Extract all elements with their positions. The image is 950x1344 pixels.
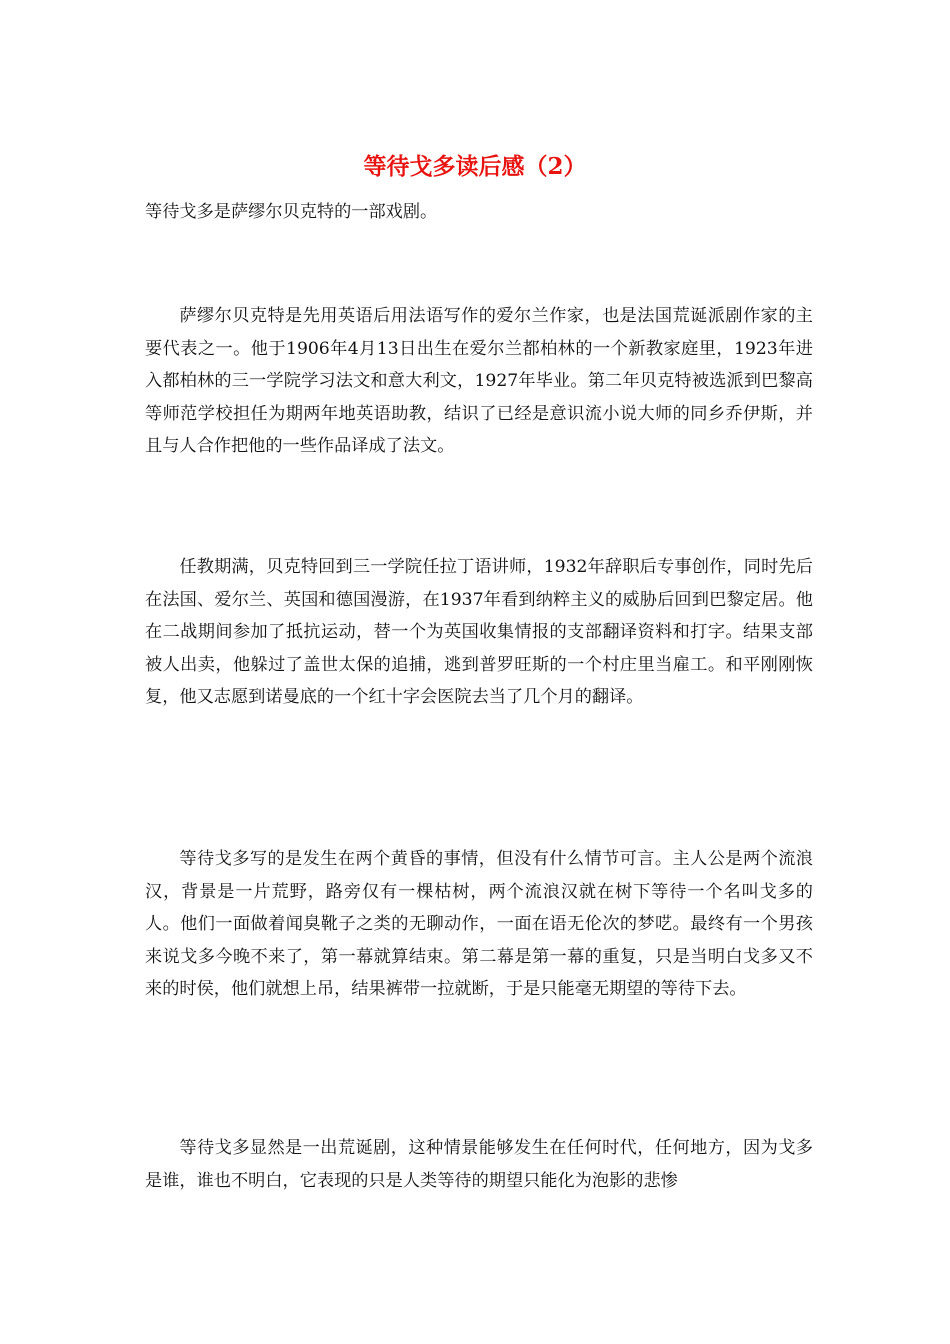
document-title: 等待戈多读后感（2） xyxy=(363,153,587,180)
paragraph-analysis: 等待戈多显然是一出荒诞剧，这种情景能够发生在任何时代，任何地方，因为戈多是谁，谁也不明白，它表现的只是人类等待的期望只能化为泡影的悲惨 xyxy=(145,1138,813,1191)
paragraph-author-bio: 萨缪尔贝克特是先用英语后用法语写作的爱尔兰作家，也是法国荒诞派剧作家的主要代表之一。他于1906年4月13日出生在爱尔兰都柏林的一个新教家庭里，1923年进入都柏林的三一学院学习法文和意大利文，1927年毕业。第二年贝克特被选派到巴黎高等师范学校担任为期两年地英语助教，结识了已经是意识流小说大师的同乡乔伊斯，并且与人合作把他的一些作品译成了法文。 xyxy=(145,306,813,456)
paragraph-plot: 等待戈多写的是发生在两个黄昏的事情，但没有什么情节可言。主人公是两个流浪汉，背景是一片荒野，路旁仅有一棵枯树，两个流浪汉就在树下等待一个名叫戈多的人。他们一面做着闻臭靴子之类的无聊动作，一面在语无伦次的梦呓。最终有一个男孩来说戈多今晚不来了，第一幕就算结束。第二幕是第一幕的重复，只是当明白戈多又不来的时侯，他们就想上吊，结果裤带一拉就断，于是只能毫无期望的等待下去。 xyxy=(145,849,813,999)
paragraph-career: 任教期满，贝克特回到三一学院任拉丁语讲师，1932年辞职后专事创作，同时先后在法国、爱尔兰、英国和德国漫游，在1937年看到纳粹主义的威胁后回到巴黎定居。他在二战期间参加了抵抗运动，替一个为英国收集情报的支部翻译资料和打字。结果支部被人出卖，他躲过了盖世太保的追捕，逃到普罗旺斯的一个村庄里当雇工。和平刚刚恢复，他又志愿到诺曼底的一个红十字会医院去当了几个月的翻译。 xyxy=(145,557,813,707)
paragraph-intro: 等待戈多是萨缪尔贝克特的一部戏剧。 xyxy=(145,202,438,222)
